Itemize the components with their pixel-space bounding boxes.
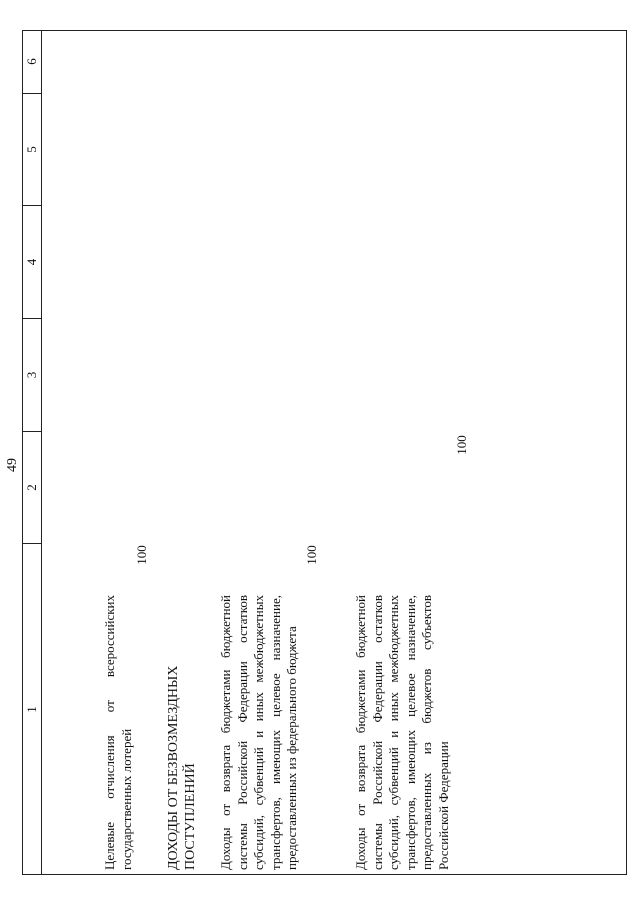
page-number: 49 [5, 458, 20, 472]
column-header-5: 5 [22, 93, 42, 205]
row-4-description: Доходы от возврата бюджетами бюджетной системы Российской Федерации остатков субсидий, субвенций и иных межбюджетных трансфертов, имеющих целевое назначение, предоставленных из бюджетов субъектов Российской Федерации [353, 595, 451, 870]
column-header-4: 4 [22, 205, 42, 318]
column-header-3: 3 [22, 318, 42, 431]
column-header-6: 6 [24, 58, 39, 65]
row-3-col2-value: 100 [304, 545, 319, 565]
row-3-description: Доходы от возврата бюджетами бюджетной системы Российской Федерации остатков субсидий, субвенций и иных межбюджетных трансфертов, имеющих целевое назначение, предоставленных из федерального бюджета [218, 595, 299, 870]
column-header-2: 2 [22, 431, 42, 543]
row-1-col2-value: 100 [134, 545, 149, 565]
row-4-col3-value: 100 [454, 435, 469, 455]
row-2-section-heading: ДОХОДЫ ОТ БЕЗВОЗМЕЗДНЫХ ПОСТУПЛЕНИЙ [166, 665, 198, 870]
column-header-1: 1 [22, 543, 42, 875]
row-1-description: Целевые отчисления от всероссийских государственных лотерей [102, 595, 134, 870]
